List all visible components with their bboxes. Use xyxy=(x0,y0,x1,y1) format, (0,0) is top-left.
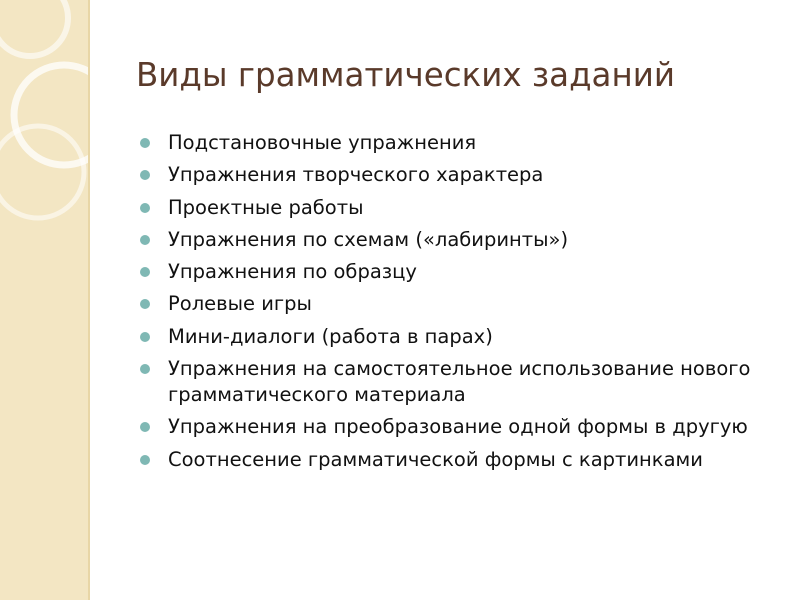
bullet-item xyxy=(168,447,788,473)
bullet-text: Проектные работы xyxy=(168,195,364,219)
bullet-item xyxy=(168,356,788,408)
bullet-icon xyxy=(140,332,150,342)
bullet-text: Упражнения творческого характера xyxy=(168,163,544,187)
bullet-item xyxy=(168,291,788,317)
bullet-text: Упражнения по схемам («лабиринты») xyxy=(168,227,569,251)
bullet-icon xyxy=(140,203,150,213)
side-panel-divider xyxy=(88,0,90,600)
bullet-text: Мини-диалоги (работа в парах) xyxy=(168,324,493,348)
bullet-icon xyxy=(140,267,150,277)
decorative-circles-graphic xyxy=(0,0,88,600)
bullet-text: Упражнения по образцу xyxy=(168,260,417,284)
bullet-text: Упражнения на самостоятельное использование нового грамматического материала xyxy=(168,357,751,407)
decorative-side-panel xyxy=(0,0,88,600)
bullet-item xyxy=(168,324,788,350)
bullet-icon xyxy=(140,455,150,465)
bullet-item xyxy=(168,162,788,188)
slide-title: Виды грамматических заданий xyxy=(136,56,675,94)
bullet-icon xyxy=(140,422,150,432)
bullet-item xyxy=(168,195,788,221)
bullet-text: Ролевые игры xyxy=(168,292,312,316)
bullet-item xyxy=(168,130,788,156)
bullet-icon xyxy=(140,170,150,180)
bullet-icon xyxy=(140,299,150,309)
bullet-item xyxy=(168,227,788,253)
bullet-text: Подстановочные упражнения xyxy=(168,131,477,154)
bullet-item xyxy=(168,259,788,285)
bullet-icon xyxy=(140,138,150,148)
bullet-list xyxy=(168,130,788,479)
bullet-text: Соотнесение грамматической формы с картинками xyxy=(168,447,703,471)
bullet-icon xyxy=(140,364,150,374)
bullet-icon xyxy=(140,235,150,245)
bullet-text: Упражнения на преобразование одной формы в другую xyxy=(168,415,748,439)
bullet-item xyxy=(168,414,788,440)
